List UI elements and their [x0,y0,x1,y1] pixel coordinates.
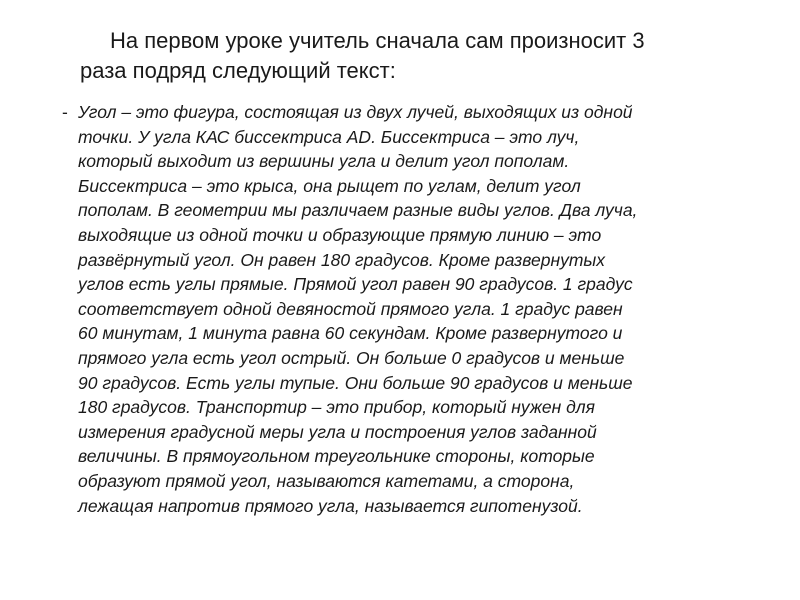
bullet-line: прямого угла есть угол острый. Он больше 0 градусов и меньше [78,347,625,368]
bullet-item [62,100,752,518]
bullet-text [78,100,752,518]
bullet-line: соответствует одной девяностой прямого угла. 1 градус равен [78,298,623,319]
bullet-line: углов есть углы прямые. Прямой угол равен 90 градусов. 1 градус [78,274,633,295]
bullet-line: точки. У угла КАС биссектриса AD. Биссектриса – это луч, [78,126,580,147]
bullet-line: 60 минутам, 1 минута равна 60 секундам. Кроме развернутого и [78,323,623,344]
bullet-line: выходящие из одной точки и образующие прямую линию – это [78,224,602,245]
bullet-line: 180 градусов. Транспортир – это прибор, который нужен для [78,397,596,418]
bullet-line: 90 градусов. Есть углы тупые. Они больше 90 градусов и меньше [78,372,633,393]
bullet-line: измерения градусной меры угла и построения углов заданной [78,421,597,442]
bullet-line: образуют прямой угол, называются катетами, а сторона, [78,470,575,491]
intro-line: На первом уроке учитель сначала сам произносит 3 [110,28,645,53]
bullet-line: лежащая напротив прямого угла, называется гипотенузой. [78,495,583,516]
bullet-line: величины. В прямоугольном треугольнике стороны, которые [78,446,595,467]
bullet-line: развёрнутый угол. Он равен 180 градусов. Кроме развернутых [78,249,606,270]
bullet-line: Угол – это фигура, состоящая из двух лучей, выходящих из одной [78,102,633,122]
bullet-line: который выходит из вершины угла и делит угол пополам. [78,151,570,172]
bullet-marker: - [62,102,68,122]
intro-paragraph [80,26,770,86]
bullet-line: пополам. В геометрии мы различаем разные виды углов. Два луча, [78,200,638,221]
intro-line: раза подряд следующий текст: [80,58,396,83]
bullet-line: Биссектриса – это крыса, она рыщет по углам, делит угол [78,175,581,196]
